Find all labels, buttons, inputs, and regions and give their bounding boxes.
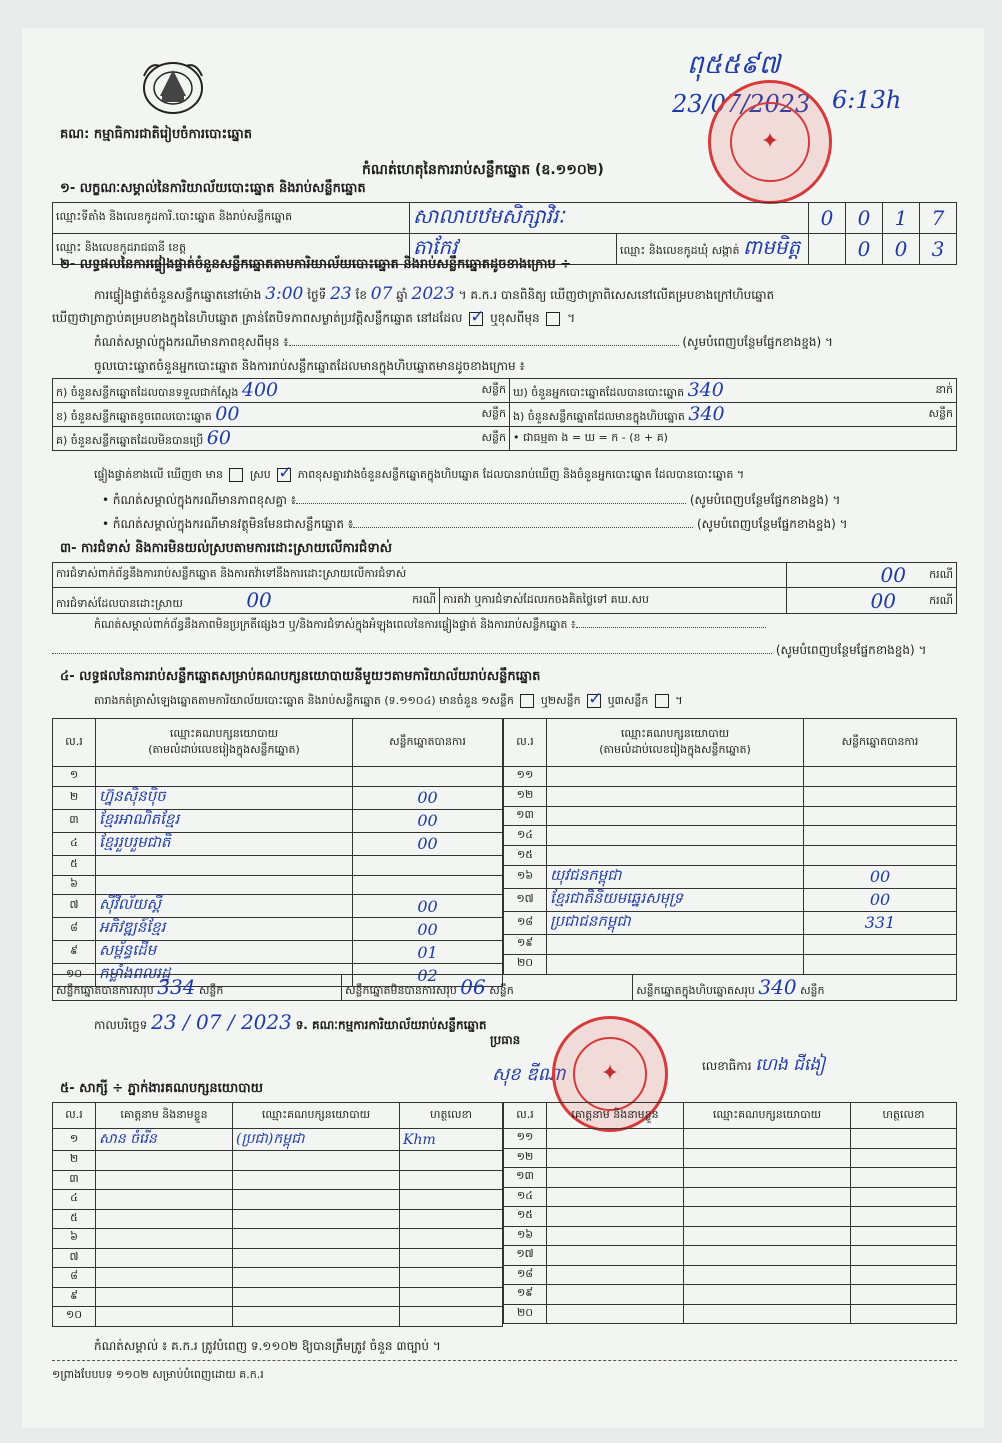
section3-heading: ៣- ការជំទាស់ និងការមិនយល់ស្របតាមការដោះស្រាយលើការជំទាស់	[60, 541, 392, 556]
col-party-header: ឈ្មោះគណបក្សនយោបាយ	[233, 1103, 400, 1129]
witness-party	[684, 1304, 851, 1324]
row-number: ៤	[53, 832, 96, 855]
party-name: សម្ព័ន្ធដើម	[96, 941, 353, 964]
witness-signature	[400, 1287, 503, 1307]
province-value: តាកែវ	[410, 234, 617, 265]
row-number: ១៥	[504, 1207, 547, 1227]
witness-table-right	[503, 1102, 957, 1324]
witness-name	[547, 1226, 684, 1246]
section2-heading: ២- លទ្ធផលនៃការផ្ទៀងផ្ទាត់ចំនួនសន្លឹកឆ្នោតតាមការិយាល័យបោះឆ្នោត និងរាប់សន្លឹកឆ្នោតដូចខាងក្រោម ÷	[60, 257, 572, 272]
col-sign-header: ហត្ថលេខា	[400, 1103, 503, 1129]
section4-heading: ៤- លទ្ធផលនៃការរាប់សន្លឹកឆ្នោតសម្រាប់គណបក្សនយោបាយនីមួយៗតាមការិយាល័យរាប់សន្លឹកឆ្នោត	[60, 669, 541, 684]
totals-table	[52, 974, 957, 1001]
complaints-table	[52, 562, 957, 614]
witness-row	[53, 1268, 503, 1288]
result-row	[504, 826, 957, 846]
witness-name	[96, 1151, 233, 1171]
witness-party	[684, 1226, 851, 1246]
party-name	[547, 846, 804, 866]
witness-party	[684, 1187, 851, 1207]
count-table	[52, 378, 957, 451]
row-number: ១៦	[504, 1226, 547, 1246]
witness-row	[53, 1287, 503, 1307]
witness-signature	[400, 1229, 503, 1249]
row-number: ៧	[53, 895, 96, 918]
row-number: ៦	[53, 875, 96, 895]
witness-party: (ប្រជា)កម្ពុជា	[233, 1129, 400, 1151]
party-votes	[353, 875, 503, 895]
result-row	[504, 954, 957, 974]
complaints-label: ការជំទាស់ពាក់ព័ន្ធនឹងការរាប់សន្លឹកឆ្នោត និងការតវ៉ាទៅនឹងការដោះស្រាយលើការជំទាស់	[53, 563, 787, 588]
handwritten-time: 6:13h	[832, 86, 902, 114]
witness-name	[547, 1265, 684, 1285]
witness-signature	[851, 1207, 957, 1227]
three-sheet-checkbox[interactable]	[655, 694, 669, 708]
witness-party	[684, 1129, 851, 1149]
code-digit: 0	[883, 234, 920, 265]
col-no-header: ល.រ	[53, 1103, 96, 1129]
col-party-header: ឈ្មោះគណបក្សនយោបាយ (តាមលំដាប់លេខរៀងក្នុងសន្លឹកឆ្នោត)	[96, 719, 353, 767]
party-votes: 00	[804, 865, 957, 888]
footer-divider	[52, 1360, 957, 1361]
col-party-header: ឈ្មោះគណបក្សនយោបាយ	[684, 1103, 851, 1129]
witness-row	[504, 1285, 957, 1305]
witness-row	[504, 1207, 957, 1227]
total-invalid-cell: សន្លឹកឆ្នោតមិនបានការសរុប 06 សន្លឹក	[342, 975, 633, 1001]
party-name: អភិវឌ្ឍន៍ខ្មែរ	[96, 918, 353, 941]
witness-row	[53, 1248, 503, 1268]
result-row	[504, 846, 957, 866]
row-number: ២	[53, 1151, 96, 1171]
code-digit: 1	[883, 203, 920, 234]
result-row	[53, 855, 503, 875]
result-row	[53, 941, 503, 964]
code-digit: 7	[920, 203, 957, 234]
row-number: ៥	[53, 855, 96, 875]
party-name: ខ្មែរអាណិតខ្មែរ	[96, 809, 353, 832]
witness-name	[547, 1129, 684, 1149]
witness-signature	[400, 1151, 503, 1171]
secretary-line: លេខាធិការ ហេង ជីងៀ	[702, 1055, 826, 1075]
mismatch-checkbox[interactable]	[277, 468, 291, 482]
row-number: ១៩	[504, 934, 547, 954]
party-votes	[804, 826, 957, 846]
one-sheet-checkbox[interactable]	[520, 694, 534, 708]
col-no-header: ល.រ	[53, 719, 96, 767]
row-number: ១៦	[504, 865, 547, 888]
party-votes: 01	[353, 941, 503, 964]
result-row	[53, 832, 503, 855]
witness-party	[233, 1229, 400, 1249]
party-votes: 00	[804, 888, 957, 911]
party-name: ខ្មែររួបរួមជាតិ	[96, 832, 353, 855]
witness-row	[504, 1148, 957, 1168]
row-number: ១៨	[504, 911, 547, 934]
count-row: គ) ចំនួនសន្លឹកឆ្នោតដែលមិនបានប្រើ 60 សន្លឹក • ជាធម្មតា ង = ឃ = ក - (ខ + គ)	[53, 427, 957, 451]
witness-party	[233, 1190, 400, 1210]
witness-name	[547, 1168, 684, 1188]
witness-name	[96, 1190, 233, 1210]
row-number: ៦	[53, 1229, 96, 1249]
witness-party	[233, 1151, 400, 1171]
two-sheet-checkbox[interactable]	[587, 694, 601, 708]
party-name: ប្រជាជនកម្ពុជា	[547, 911, 804, 934]
results-table-left	[52, 718, 503, 987]
total-box-cell: សន្លឹកឆ្នោតក្នុងហិបឆ្នោតសរុប 340 សន្លឹក	[633, 975, 957, 1001]
witness-signature	[400, 1170, 503, 1190]
different-checkbox[interactable]	[546, 312, 560, 326]
witness-row	[504, 1187, 957, 1207]
results-table-right	[503, 718, 957, 975]
row-number: ១៤	[504, 1187, 547, 1207]
code-digit: 3	[920, 234, 957, 265]
committee-name: គណ: កម្មាធិការជាតិរៀបចំការបោះឆ្នោត	[60, 127, 252, 142]
row-number: ៤	[53, 1190, 96, 1210]
col-no-header: ល.រ	[504, 1103, 547, 1129]
code-digit: 0	[846, 234, 883, 265]
chair-label: ប្រធាន	[490, 1033, 521, 1047]
witness-name	[547, 1207, 684, 1227]
stamp-seal-icon: ✦	[730, 102, 810, 182]
emblem-icon	[140, 56, 206, 116]
count-intro: ចូលបោះឆ្នោតចំនួនអ្នកបោះឆ្នោត និងការរាប់សន្លឹកឆ្នោតដែលមានក្នុងហិបឆ្នោតមានដូចខាងក្រោម ៖	[94, 359, 525, 373]
witness-row	[53, 1229, 503, 1249]
witness-name	[96, 1287, 233, 1307]
witness-signature	[400, 1248, 503, 1268]
witness-row	[504, 1265, 957, 1285]
party-votes: 00	[353, 918, 503, 941]
party-votes	[804, 934, 957, 954]
witness-row	[53, 1151, 503, 1171]
witness-row	[504, 1246, 957, 1266]
witness-signature	[851, 1226, 957, 1246]
witness-party	[684, 1265, 851, 1285]
witness-name	[547, 1187, 684, 1207]
witness-table-left	[52, 1102, 503, 1327]
witness-name	[96, 1307, 233, 1327]
seal-line: ឃើញថាត្រាភ្ជាប់គម្របខាងក្នុងនៃហិបឆ្នោត គ្រាន់តែបិទភាពសម្ងាត់ប្រវត្តិសន្លឹកឆ្នោត នៅដដែល ✓ ឬខុសពីមុន ។	[52, 310, 575, 328]
chair-signature: សុខ ឌីណា	[492, 1064, 566, 1085]
party-name: កម្លាំងពលរដ្ឋ	[96, 964, 353, 987]
party-votes	[353, 855, 503, 875]
form-page	[22, 28, 984, 1428]
witness-party	[684, 1168, 851, 1188]
same-checkbox[interactable]	[469, 312, 483, 326]
party-votes	[804, 806, 957, 826]
col-votes-header: សន្លឹកឆ្នោតបានការ	[804, 719, 957, 767]
witness-row	[504, 1168, 957, 1188]
verification-line: ការផ្ទៀងផ្ទាត់ចំនួនសន្លឹកឆ្នោតនៅម៉ោង 3:00 ថ្ងៃទី 23 ខែ 07 ឆ្នាំ 2023 ។ គ.ក.រ បានពិនិត្យ ឃើញថាត្រាពិសេសនៅលើគម្របខាងក្រៅហិបឆ្នោត	[94, 284, 775, 304]
footer-text: ១ព្រាងបែបបទ ១១០២ សម្រាប់បំពេញដោយ គ.ក.រ	[52, 1368, 264, 1381]
party-votes: 00	[353, 895, 503, 918]
row-number: ១០	[53, 1307, 96, 1327]
witness-row	[53, 1307, 503, 1327]
witness-name	[96, 1170, 233, 1190]
col-no-header: ល.រ	[504, 719, 547, 767]
row-number: ៣	[53, 1170, 96, 1190]
row-number: ១៣	[504, 806, 547, 826]
witness-signature	[851, 1129, 957, 1149]
party-votes: 02	[353, 964, 503, 987]
pollsite-value: សាលាបឋមសិក្សាវិរៈ	[410, 203, 809, 234]
row-number: ១	[53, 1129, 96, 1151]
difference-note-line: កំណត់សម្គាល់ក្នុងករណីមានភាពខុសពីមុន ៖ (សូមបំពេញបន្ថែមផ្នែកខាងខ្នង) ។	[94, 335, 833, 349]
witness-party	[684, 1148, 851, 1168]
row-number: ៩	[53, 1287, 96, 1307]
col-party-header: ឈ្មោះគណបក្សនយោបាយ (តាមលំដាប់លេខរៀងក្នុងសន្លឹកឆ្នោត)	[547, 719, 804, 767]
row-number: ៧	[53, 1248, 96, 1268]
result-row	[53, 809, 503, 832]
witness-party	[233, 1307, 400, 1327]
witness-party	[233, 1248, 400, 1268]
party-name	[547, 786, 804, 806]
complaints-value: 00 ករណី	[787, 563, 957, 588]
row-number: ៩	[53, 941, 96, 964]
witness-signature	[851, 1168, 957, 1188]
row-number: ១១	[504, 1129, 547, 1149]
witness-signature	[400, 1307, 503, 1327]
col-votes-header: សន្លឹកឆ្នោតបានការ	[353, 719, 503, 767]
note-foreign-object: • កំណត់សម្គាល់ក្នុងករណីមានវត្ថុមិនមែនជាសន្លឹកឆ្នោត ៖ (សូមបំពេញបន្ថែមផ្នែកខាងខ្នង) ។	[102, 517, 848, 531]
result-row	[504, 767, 957, 787]
result-row	[504, 806, 957, 826]
party-votes: 00	[353, 832, 503, 855]
witness-signature	[400, 1190, 503, 1210]
form-title: កំណត់ហេតុនៃការរាប់សន្លឹកឆ្នោត (ឧ.១១០២)	[362, 162, 604, 178]
result-row	[53, 875, 503, 895]
note-difference: • កំណត់សម្គាល់ក្នុងករណីមានភាពខុសគ្នា ៖ (សូមបំពេញបន្ថែមផ្នែកខាងខ្នង) ។	[102, 493, 841, 507]
party-name: ហ្វ៊ុនស៊ិនប៉ិច	[96, 786, 353, 809]
party-votes: 00	[353, 786, 503, 809]
witness-name	[96, 1229, 233, 1249]
witness-signature	[851, 1187, 957, 1207]
party-name	[96, 767, 353, 787]
handwritten-date: 23/07/2023	[672, 90, 811, 118]
col-sign-header: ហត្ថលេខា	[851, 1103, 957, 1129]
witness-row	[504, 1129, 957, 1149]
col-name-header: គោត្តនាម និងនាមខ្លួន	[547, 1103, 684, 1129]
row-number: ១៥	[504, 846, 547, 866]
pollsite-label: ឈ្មោះទីតាំង និងលេខកូដការិ.បោះឆ្នោត និងរាប់សន្លឹកឆ្នោត	[53, 203, 410, 234]
row-number: ១២	[504, 1148, 547, 1168]
result-row	[504, 888, 957, 911]
row-number: ១៨	[504, 1265, 547, 1285]
witness-row	[53, 1129, 503, 1151]
province-label: ឈ្មោះ និងលេខកូដរាជធានី ខេត្ត	[53, 234, 410, 265]
witness-name	[547, 1285, 684, 1305]
witness-name	[547, 1304, 684, 1324]
witness-row	[53, 1170, 503, 1190]
difference-line: ផ្ទៀងផ្ទាត់ខាងលើ ឃើញថា មាន ស្រប ✓ ភាពខុសគ្នារវាងចំនួនសន្លឹកឆ្នោតក្នុងហិបឆ្នោត ដែលបានរាប់ឃើញ និងចំនួនអ្នកបោះឆ្នោត ដែលបានបោះឆ្នោត ។	[94, 468, 744, 484]
party-votes	[804, 954, 957, 974]
party-votes	[353, 767, 503, 787]
witness-signature	[851, 1148, 957, 1168]
code-digit: 0	[809, 203, 846, 234]
row-number: ៥	[53, 1209, 96, 1229]
row-number: ១៧	[504, 1246, 547, 1266]
result-row	[504, 865, 957, 888]
count-row: ខ) ចំនួនសន្លឹកឆ្នោតខូចពេលបោះឆ្នោត 00 សន្លឹក ង) ចំនួនសន្លឹកឆ្នោតដែលមានក្នុងហិបឆ្នោត 340 សន្លឹក	[53, 403, 957, 427]
party-votes	[804, 767, 957, 787]
section5-note: កំណត់សម្គាល់ ៖ គ.ក.រ ត្រូវបំពេញ ទ.១១០២ ឱ្យបានត្រឹមត្រូវ ចំនួន ៣ច្បាប់ ។	[94, 1339, 441, 1353]
appeal-value: 00 ករណី	[787, 588, 957, 614]
section1-heading: ១- លក្ខណៈសម្គាល់នៃការិយាល័យបោះឆ្នោត និងរាប់សន្លឹកឆ្នោត	[60, 181, 366, 196]
witness-signature	[400, 1268, 503, 1288]
row-number: ១	[53, 767, 96, 787]
handwritten-code: ពុ៥៥៩៧	[687, 50, 781, 80]
code-digit: 0	[846, 203, 883, 234]
result-row	[504, 934, 957, 954]
party-name	[547, 806, 804, 826]
result-row	[504, 786, 957, 806]
row-number: ៨	[53, 1268, 96, 1288]
col-name-header: គោត្តនាម និងនាមខ្លួន	[96, 1103, 233, 1129]
row-number: ៨	[53, 918, 96, 941]
result-row	[53, 786, 503, 809]
party-votes: 00	[353, 809, 503, 832]
witness-row	[53, 1190, 503, 1210]
result-row	[504, 911, 957, 934]
witness-signature	[400, 1209, 503, 1229]
witness-party	[684, 1246, 851, 1266]
row-number: ២	[53, 786, 96, 809]
witness-row	[504, 1304, 957, 1324]
match-checkbox[interactable]	[229, 468, 243, 482]
tally-sheet-line: តារាងកត់ត្រាសំឡេងឆ្នោតតាមការិយាល័យបោះឆ្នោត និងរាប់សន្លឹកឆ្នោត (ទ.១១០៤) មានចំនួន ១សន្លឹក ឬ២សន្លឹក ✓ ឬ៣សន្លឹក ។	[94, 694, 683, 710]
party-name	[547, 934, 804, 954]
witness-party	[233, 1268, 400, 1288]
witness-party	[684, 1285, 851, 1305]
row-number: ១១	[504, 767, 547, 787]
party-name: ស៊ីវីល័យស្តី	[96, 895, 353, 918]
irregularity-note: កំណត់សម្គាល់ពាក់ព័ន្ធនឹងភាពមិនប្រក្រតីផ្សេងៗ ឬ/និងការជំទាស់ក្នុងអំឡុងពេលនៃការផ្ទៀងផ្ទាត់ និងការរាប់សន្លឹកឆ្នោត ៖	[94, 618, 954, 634]
sign-date-line: កាលបរិច្ឆេទ 23 / 07 / 2023 ទ. គណៈកម្មការការិយាល័យរាប់សន្លឹកឆ្នោត	[94, 1010, 487, 1034]
stamp-seal-icon: ✦	[573, 1037, 647, 1111]
total-valid-cell: សន្លឹកឆ្នោតបានការសរុប 334 សន្លឹក	[53, 975, 342, 1001]
result-row	[53, 767, 503, 787]
commune-cell: ឈ្មោះ និងលេខកូដឃុំ សង្កាត់ ពាមមិត្ត	[617, 234, 809, 265]
section5-heading: ៥- សាក្សី ÷ ភ្នាក់ងារគណបក្សនយោបាយ	[60, 1081, 263, 1096]
witness-name	[547, 1148, 684, 1168]
party-name	[547, 767, 804, 787]
row-number: ១៤	[504, 826, 547, 846]
party-name	[547, 954, 804, 974]
witness-signature	[851, 1246, 957, 1266]
result-row	[53, 895, 503, 918]
official-stamp-top	[708, 80, 832, 204]
witness-signature	[851, 1265, 957, 1285]
witness-name	[547, 1246, 684, 1266]
irregularity-note-line2: (សូមបំពេញបន្ថែមផ្នែកខាងខ្នង) ។	[52, 642, 957, 660]
result-row	[53, 918, 503, 941]
party-name	[547, 826, 804, 846]
party-name: យុវជនកម្ពុជា	[547, 865, 804, 888]
row-number: ១៧	[504, 888, 547, 911]
row-number: ១២	[504, 786, 547, 806]
witness-name: សាន ចំរើន	[96, 1129, 233, 1151]
row-number: ២០	[504, 954, 547, 974]
party-name	[96, 855, 353, 875]
row-number: ៣	[53, 809, 96, 832]
witness-row	[53, 1209, 503, 1229]
witness-signature	[851, 1285, 957, 1305]
appeal-label: ការតវ៉ា ឬការជំទាស់ដែលរកចងគិតថ្លៃទៅ គឃ.សប	[440, 588, 787, 614]
row-number: ២០	[504, 1304, 547, 1324]
row-number: ១៣	[504, 1168, 547, 1188]
witness-party	[233, 1287, 400, 1307]
row-number: ១៩	[504, 1285, 547, 1305]
resolved-cell: ការជំទាស់ដែលបានដោះស្រាយ 00 ករណី	[53, 588, 440, 614]
witness-row	[504, 1226, 957, 1246]
witness-party	[233, 1209, 400, 1229]
witness-name	[96, 1248, 233, 1268]
witness-signature	[851, 1304, 957, 1324]
witness-name	[96, 1268, 233, 1288]
count-row: ក) ចំនួនសន្លឹកឆ្នោតដែលបានទទួលជាក់ស្តែង 400 សន្លឹក ឃ) ចំនួនអ្នកបោះឆ្នោតដែលបានបោះឆ្នោត 340 នាក់	[53, 379, 957, 403]
party-votes	[804, 786, 957, 806]
witness-name	[96, 1209, 233, 1229]
party-votes: 331	[804, 911, 957, 934]
party-name: ខ្មែរជាតិនិយមឆ្នេរសមុទ្រ	[547, 888, 804, 911]
row-number: ១០	[53, 964, 96, 987]
witness-party	[684, 1207, 851, 1227]
party-votes	[804, 846, 957, 866]
witness-party	[233, 1170, 400, 1190]
witness-signature: Khm	[400, 1129, 503, 1151]
party-name	[96, 875, 353, 895]
